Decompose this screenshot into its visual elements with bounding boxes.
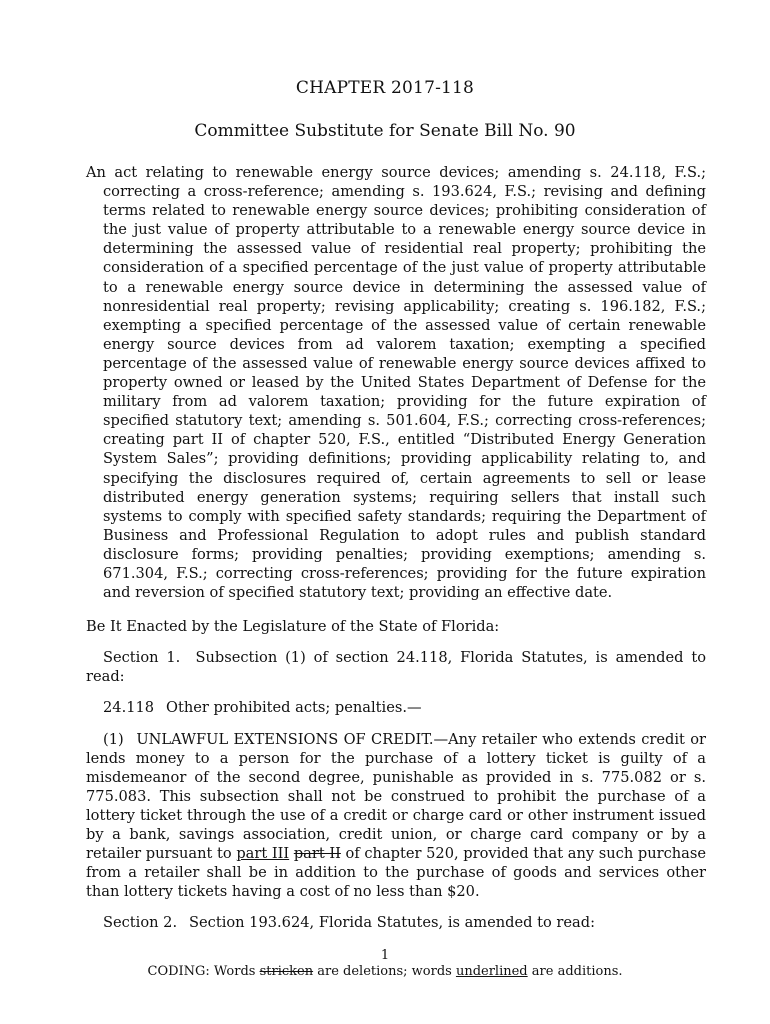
chapter-heading: CHAPTER 2017-118 <box>295 78 475 98</box>
section-2-text: Section 2. Section 193.624, Florida Statutes, is amended to read: <box>103 914 596 932</box>
coding-legend <box>0 964 770 979</box>
statute-heading: 24.118 Other prohibited acts; penalties.— <box>103 699 422 717</box>
act-title-paragraph: An act relating to renewable energy source devices; amending s. 24.118, F.S.; correcting a cross-reference; amending s. 193.624, F.S.; revising and defining terms related to renewable energy source devices; prohibiting consideration of the just value of property attributable to a renewable energy source device in determining the assessed value of residential real property; prohibiting the consideration of a specified percentage of the just value of property attributable to a renewable energy source device in determining the assessed value of nonresidential real property; revising applicability; creating s. 196.182, F.S.; exempting a specified percentage of the assessed value of certain renewable energy source devices from ad valorem taxation; exempting a specified percentage of the assessed value of renewable energy source devices affixed to property owned or leased by the United States Department of Defense for the military from ad valorem taxation; providing for the future expiration of specified statutory text; amending s. 501.604, F.S.; correcting cross-references; creating part II of chapter 520, F.S., entitled “Distributed Energy Generation System Sales”; providing definitions; providing applicability relating to, and specifying the disclosures required of, certain agreements to sell or lease distributed energy generation systems; requiring sellers that install such systems to comply with specified safety standards; requiring the Department of Business and Professional Regulation to adopt rules and publish standard disclosure forms; providing penalties; providing exemptions; amending s. 671.304, F.S.; correcting cross-references; providing for the future expiration and reversion of specified statutory text; providing an effective date. <box>86 164 706 602</box>
coding-middle: are deletions; words <box>313 964 456 979</box>
deleted-text: part II <box>293 845 341 863</box>
section-1-text: Section 1. Subsection (1) of section 24.118, Florida Statutes, is amended to read: <box>86 649 706 686</box>
coding-underlined-example: underlined <box>455 964 528 979</box>
coding-prefix: CODING: Words <box>147 964 260 979</box>
page-number: 1 <box>380 948 390 963</box>
inserted-text: part III <box>236 845 290 863</box>
subsection-1-text-part2: of chapter 520, provided that any such purchase from a retailer shall be in addition to the purchase of goods and services other than lottery tickets having a cost of no less than $20. <box>86 845 706 901</box>
bill-title: Committee Substitute for Senate Bill No. 90 <box>194 121 576 141</box>
document-body <box>86 163 706 932</box>
enacting-clause: Be It Enacted by the Legislature of the State of Florida: <box>86 618 500 636</box>
subsection-1-text-part1: (1) UNLAWFUL EXTENSIONS OF CREDIT.—Any retailer who extends credit or lends money to a person for the purchase of a lottery ticket is guilty of a misdemeanor of the second degree, punishable as provided in s. 775.082 or s. 775.083. This subsection shall not be construed to prohibit the purchase of a lottery ticket through the use of a credit or charge card or other instrument issued by a bank, savings association, credit union, or charge card company or by a retailer pursuant to <box>86 730 706 863</box>
subsection-1-paragraph <box>86 730 706 902</box>
coding-stricken-example: stricken <box>259 964 314 979</box>
coding-suffix: are additions. <box>527 964 623 979</box>
